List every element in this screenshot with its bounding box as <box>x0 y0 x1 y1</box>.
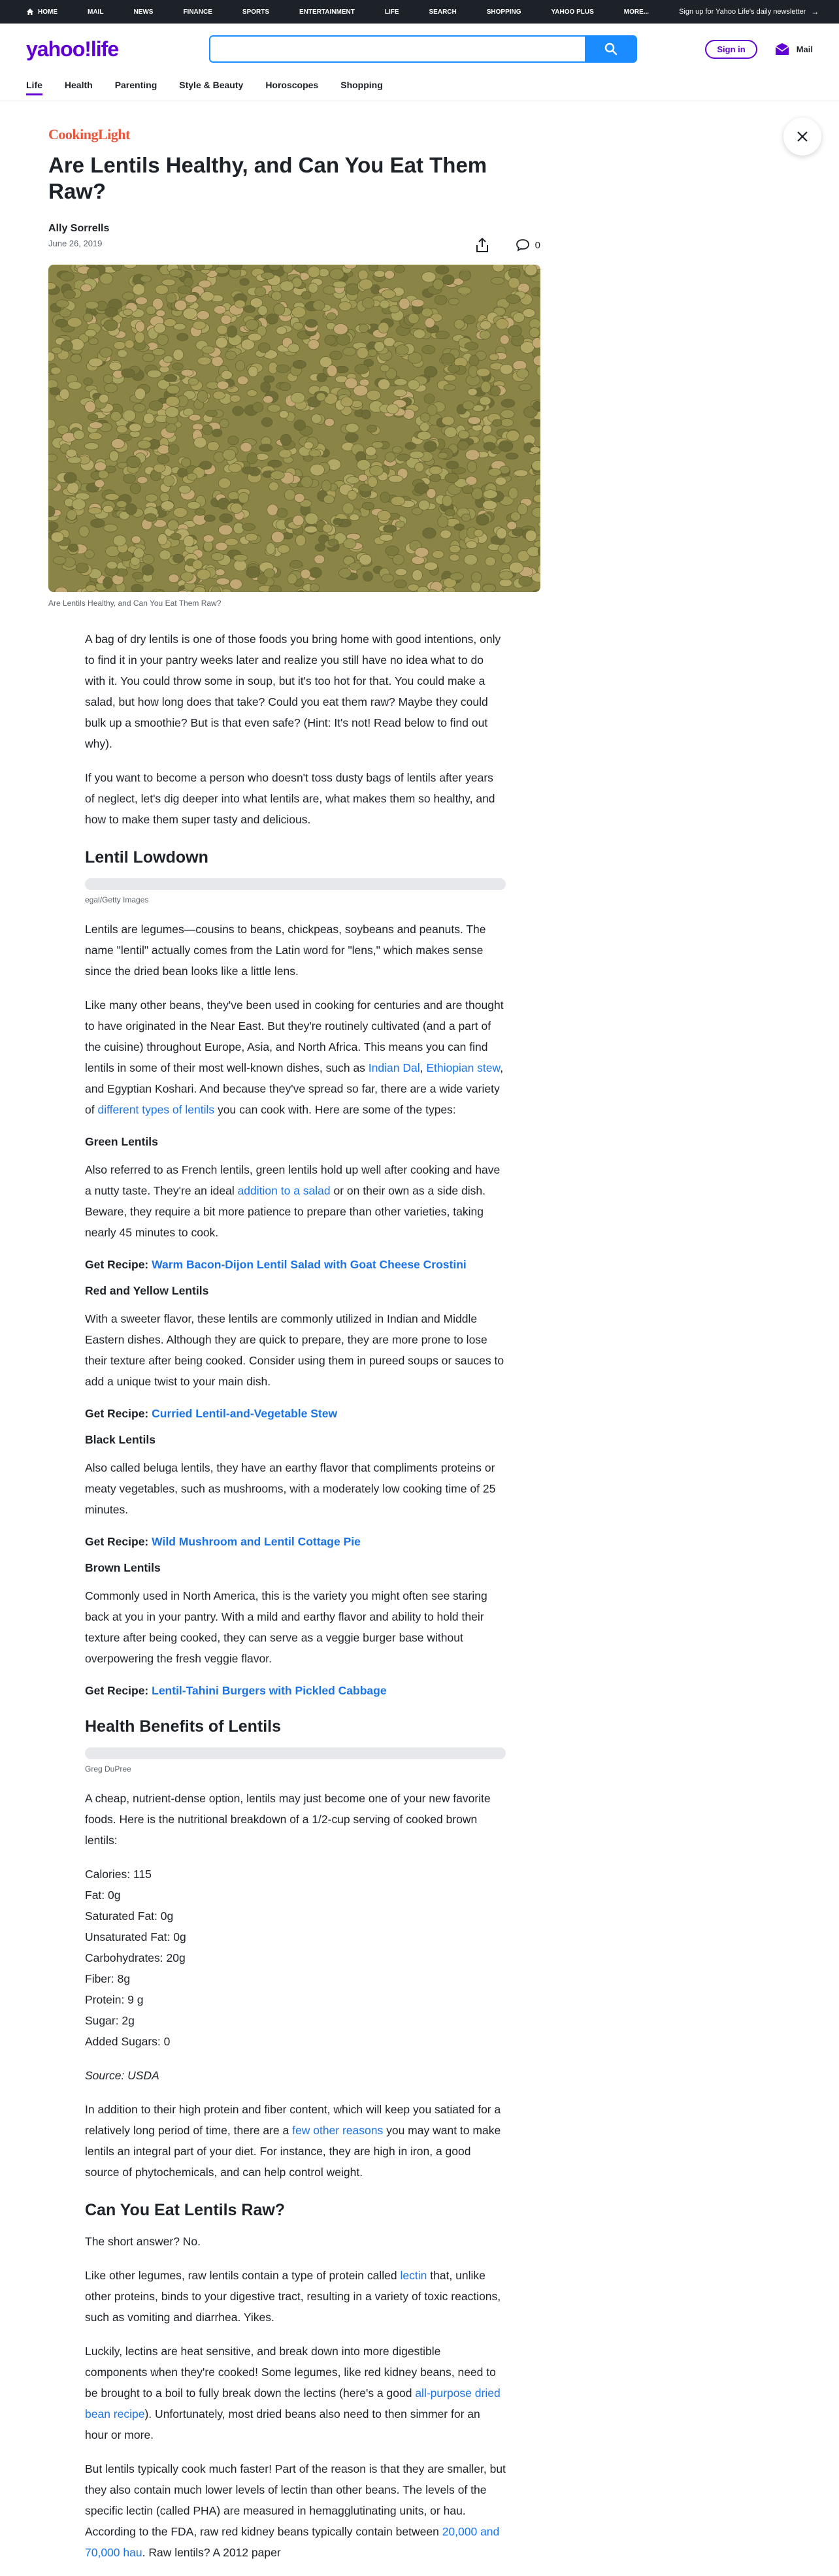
recipe-line: Get Recipe: Wild Mushroom and Lentil Cottage Pie <box>85 1533 506 1550</box>
comments-button[interactable] <box>516 239 540 252</box>
hero-caption: Are Lentils Healthy, and Can You Eat Them Raw? <box>48 599 540 608</box>
recipe-link-3[interactable]: Wild Mushroom and Lentil Cottage Pie <box>152 1535 361 1548</box>
hero-image-lentils <box>48 265 540 592</box>
image-credit: egal/Getty Images <box>85 895 506 904</box>
paragraph: But lentils typically cook much faster! Part of the reason is that they are smaller, but they also contain much lower levels of lectin than other beans. The levels of the specific lectin (called PHA) are measured in hemagglutinating units, or hau. According to the FDA, raw red kidney beans typically contain between 20,000 and 70,000 hau. Raw lentils? A 2012 paper <box>85 2458 506 2563</box>
recipe-link-4[interactable]: Lentil-Tahini Burgers with Pickled Cabbage <box>152 1684 386 1697</box>
topnav-mail[interactable]: MAIL <box>88 8 103 16</box>
link-hau[interactable]: 20,000 and 70,000 hau <box>85 2525 499 2559</box>
lentils-photo <box>48 265 540 592</box>
link-other-reasons[interactable]: few other reasons <box>292 2124 383 2137</box>
paragraph: The short answer? No. <box>85 2231 506 2252</box>
link-bean-recipe[interactable]: all-purpose dried bean recipe <box>85 2386 501 2420</box>
close-icon <box>797 131 808 142</box>
close-article-button[interactable] <box>783 118 821 156</box>
image-credit: Greg DuPree <box>85 1764 506 1774</box>
article-body <box>85 629 506 2563</box>
nutrition-item: Unsaturated Fat: 0g <box>85 1926 506 1947</box>
section-heading-raw: Can You Eat Lentils Raw? <box>85 2200 506 2221</box>
paragraph: Lentils are legumes—cousins to beans, chickpeas, soybeans and peanuts. The name "lentil" actually comes from the Latin word for "lens," which makes sense since the dried bean looks like a little lens. <box>85 919 506 982</box>
paragraph: A bag of dry lentils is one of those foods you bring home with good intentions, only to find it in your pantry weeks later and realize you still have no idea what to do with it. You could throw some in soup, but it's too hot for that. You could make a salad, but how long does that take? Could you eat them raw? Maybe they could bulk up a smoothie? But is that even safe? (Hint: It's not! Read below to find out why). <box>85 629 506 754</box>
paragraph: A cheap, nutrient-dense option, lentils may just become one of your new favorite foods. Here is the nutritional breakdown of a 1/2-cup serving of cooked brown lentils: <box>85 1788 506 1851</box>
nutrition-item: Fat: 0g <box>85 1885 506 1906</box>
share-icon[interactable] <box>475 237 489 253</box>
section-heading-health: Health Benefits of Lentils <box>85 1716 506 1737</box>
article-title: Are Lentils Healthy, and Can You Eat Them Raw? <box>48 152 540 205</box>
sign-in-button[interactable]: Sign in <box>705 40 757 59</box>
paragraph: Also called beluga lentils, they have an earthy flavor that compliments proteins or meaty vegetables, such as mushrooms, with a moderately low cooking time of 25 minutes. <box>85 1457 506 1520</box>
search-bar <box>209 35 637 63</box>
nutrition-item: Added Sugars: 0 <box>85 2031 506 2052</box>
site-header <box>0 24 839 74</box>
topnav-finance[interactable]: FINANCE <box>183 8 212 16</box>
nutrition-item: Carbohydrates: 20g <box>85 1947 506 1968</box>
search-icon <box>604 42 617 56</box>
subnav-health[interactable]: Health <box>65 74 93 93</box>
topnav-search[interactable]: SEARCH <box>429 8 457 16</box>
nutrition-item: Sugar: 2g <box>85 2010 506 2031</box>
nutrition-item: Protein: 9 g <box>85 1989 506 2010</box>
link-indian-dal[interactable]: Indian Dal <box>369 1061 420 1074</box>
subnav-style-beauty[interactable]: Style & Beauty <box>179 74 243 93</box>
paragraph: Luckily, lectins are heat sensitive, and break down into more digestible components when they're cooked! Some legumes, like red kidney beans, need to be brought to a boil to fully break down the lectins (here's a good all-purpose dried bean recipe). Unfortunately, most dried beans also need to then simmer for an hour or more. <box>85 2341 506 2445</box>
recipe-link-1[interactable]: Warm Bacon-Dijon Lentil Salad with Goat Cheese Crostini <box>152 1258 467 1271</box>
subheading-green: Green Lentils <box>85 1133 506 1150</box>
mail-button[interactable]: Mail <box>774 42 813 56</box>
top-navigation-bar <box>0 0 839 24</box>
nutrition-item: Calories: 115 <box>85 1864 506 1885</box>
source-note: Source: USDA <box>85 2065 506 2086</box>
paragraph: Also referred to as French lentils, green lentils hold up well after cooking and have a nutty taste. They're an ideal addition to a salad or on their own as a side dish. Beware, they require a bit more patience to prepare than other varieties, taking nearly 45 minutes to cook. <box>85 1159 506 1243</box>
topnav-yahoo-plus[interactable]: YAHOO PLUS <box>551 8 594 16</box>
newsletter-signup-link[interactable]: Sign up for Yahoo Life's daily newsletter → <box>679 7 819 16</box>
subheading-red-yellow: Red and Yellow Lentils <box>85 1282 506 1299</box>
search-input[interactable] <box>209 35 585 63</box>
search-button[interactable] <box>585 35 637 63</box>
section-navigation <box>0 74 839 101</box>
subnav-horoscopes[interactable]: Horoscopes <box>265 74 318 93</box>
topnav-shopping[interactable]: SHOPPING <box>487 8 521 16</box>
link-ethiopian-stew[interactable]: Ethiopian stew <box>426 1061 500 1074</box>
recipe-line: Get Recipe: Warm Bacon-Dijon Lentil Salad with Goat Cheese Crostini <box>85 1256 506 1273</box>
recipe-link-2[interactable]: Curried Lentil-and-Vegetable Stew <box>152 1407 337 1420</box>
nutrition-item: Fiber: 8g <box>85 1968 506 1989</box>
paragraph: Commonly used in North America, this is the variety you might often see staring back at you in your pantry. With a mild and earthy flavor and ability to hold their texture after being cooked, they can serve as a veggie burger base without overpowering the fresh veggie flavor. <box>85 1585 506 1669</box>
link-salad[interactable]: addition to a salad <box>238 1184 331 1197</box>
subnav-life[interactable]: Life <box>26 74 42 95</box>
yahoo-life-logo[interactable]: yahoo!life <box>26 37 183 61</box>
paragraph: In addition to their high protein and fiber content, which will keep you satiated for a relatively long period of time, there are a few other reasons you may want to make lentils an integral part of your diet. For instance, they are high in iron, a good source of phytochemicals, and can help control weight. <box>85 2099 506 2183</box>
paragraph: Like other legumes, raw lentils contain a type of protein called lectin that, unlike other proteins, binds to your digestive tract, resulting in a variety of toxic reactions, such as vomiting and diarrhea. Yikes. <box>85 2265 506 2328</box>
topnav-entertainment[interactable]: ENTERTAINMENT <box>299 8 355 16</box>
arrow-right-icon: → <box>811 7 819 16</box>
nutrition-list <box>85 1864 506 2052</box>
social-actions <box>475 237 540 253</box>
topnav-sports[interactable]: SPORTS <box>242 8 269 16</box>
home-icon <box>26 8 34 16</box>
subheading-brown: Brown Lentils <box>85 1559 506 1576</box>
image-placeholder <box>85 1747 506 1759</box>
paragraph: Like many other beans, they've been used in cooking for centuries and are thought to have originated in the Near East. But they're routinely cultivated (and a part of the cuisine) throughout Europe, Asia, and North Africa. This means you can find lentils in some of their most well-known dishes, such as Indian Dal, Ethiopian stew, and Egyptian Koshari. And because they've spread so far, there are a wide variety of different types of lentils you can cook with. Here are some of the types: <box>85 995 506 1120</box>
mail-icon <box>774 42 790 56</box>
nutrition-item: Saturated Fat: 0g <box>85 1906 506 1926</box>
topnav-news[interactable]: NEWS <box>133 8 153 16</box>
topnav-home[interactable]: HOME <box>26 8 58 16</box>
link-lectin[interactable]: lectin <box>401 2269 427 2282</box>
recipe-line: Get Recipe: Lentil-Tahini Burgers with Pickled Cabbage <box>85 1682 506 1699</box>
publish-date: June 26, 2019 <box>48 239 109 248</box>
author-name: Ally Sorrells <box>48 223 109 235</box>
comment-icon <box>516 239 530 252</box>
topnav-more[interactable]: MORE... <box>624 8 649 16</box>
paragraph: If you want to become a person who doesn't toss dusty bags of lentils after years of neglect, let's dig deeper into what lentils are, what makes them so healthy, and how to make them super tasty and delicious. <box>85 767 506 830</box>
image-placeholder <box>85 878 506 890</box>
topnav-life[interactable]: LIFE <box>385 8 399 16</box>
section-heading-lowdown: Lentil Lowdown <box>85 847 506 868</box>
subnav-parenting[interactable]: Parenting <box>115 74 157 93</box>
article <box>48 121 540 2576</box>
recipe-line: Get Recipe: Curried Lentil-and-Vegetable Stew <box>85 1405 506 1422</box>
source-logo[interactable]: CookingLight <box>48 126 540 143</box>
link-types-of-lentils[interactable]: different types of lentils <box>97 1103 214 1116</box>
byline <box>48 223 540 253</box>
comment-count: 0 <box>535 240 540 251</box>
paragraph: With a sweeter flavor, these lentils are commonly utilized in Indian and Middle Eastern dishes. Although they are quick to prepare, they are more prone to lose their texture after being cooked. Consider using them in pureed soups or sauces to add a unique twist to your main dish. <box>85 1308 506 1392</box>
subheading-black: Black Lentils <box>85 1431 506 1448</box>
subnav-shopping[interactable]: Shopping <box>340 74 383 93</box>
